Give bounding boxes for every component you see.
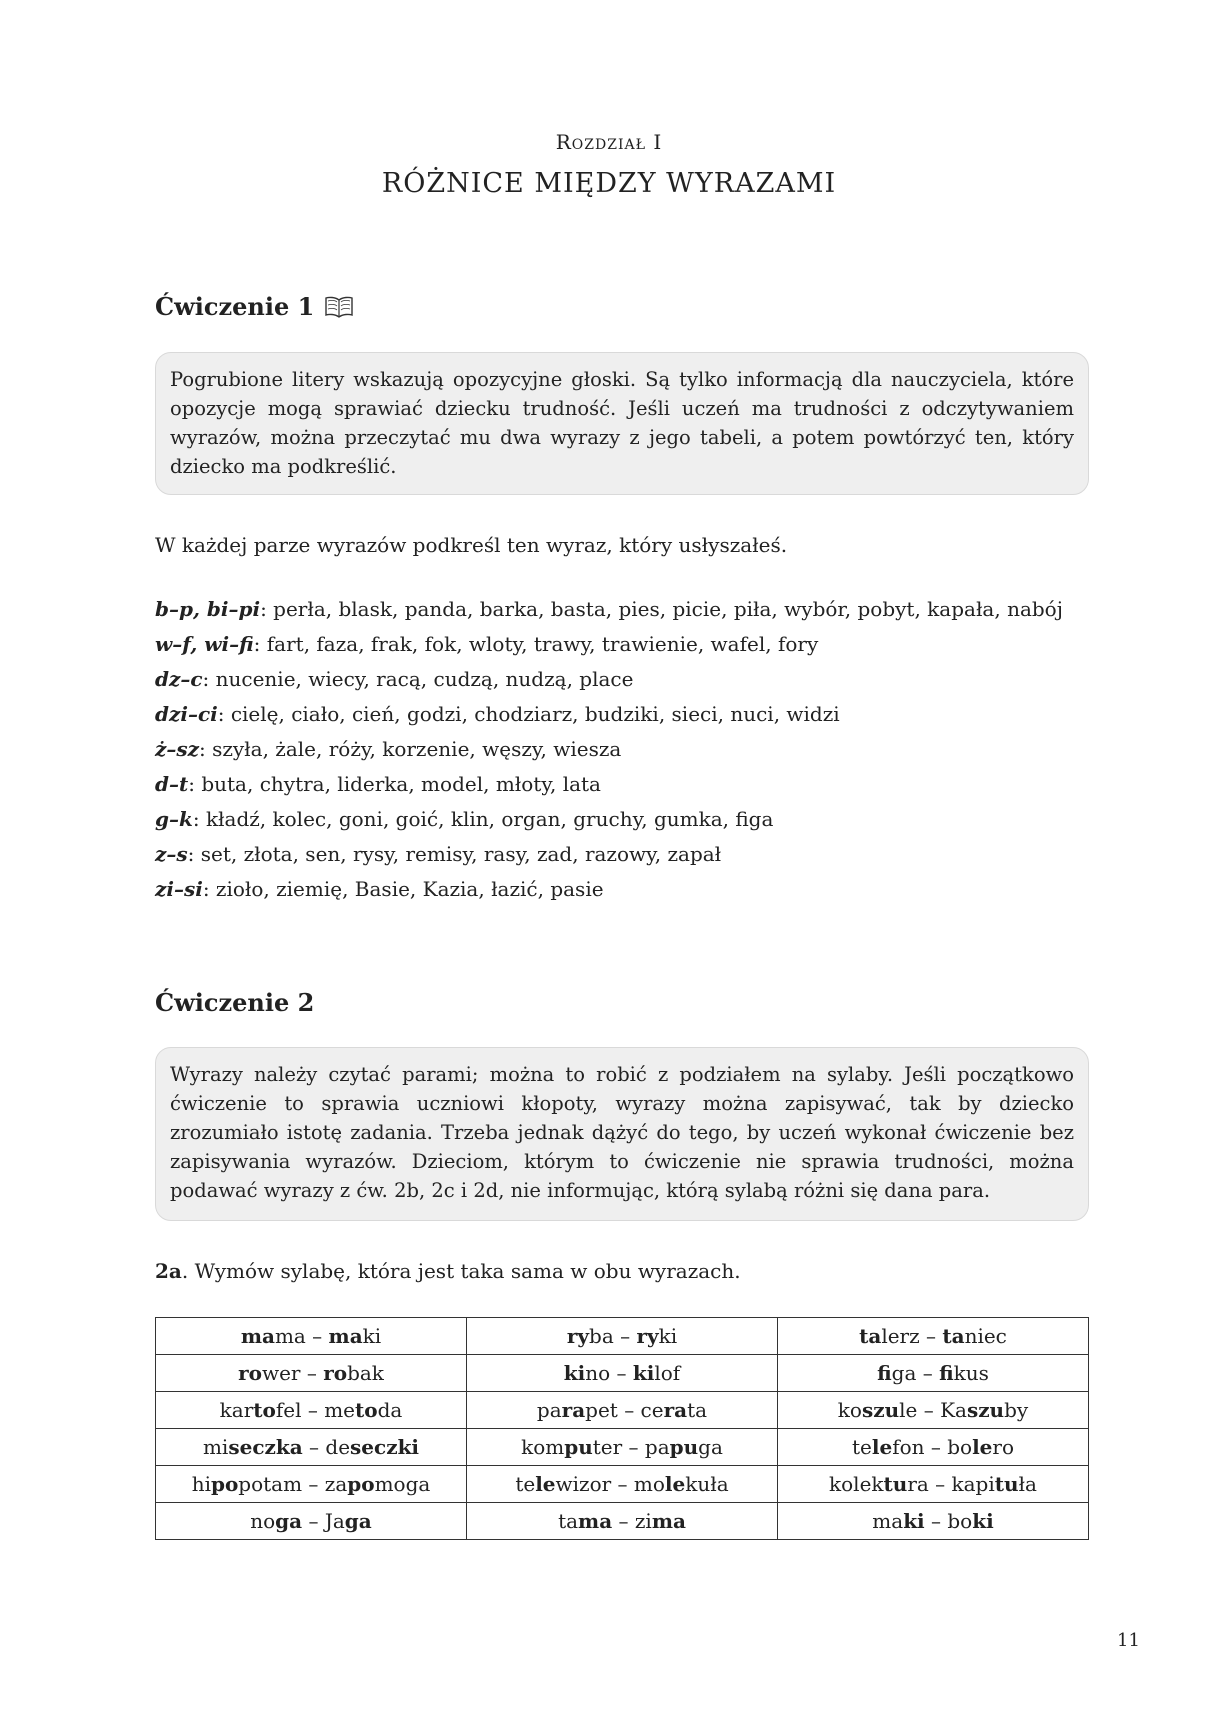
syllable-bold: to bbox=[355, 1398, 378, 1422]
syllable-text: kar bbox=[219, 1398, 254, 1422]
pair-key: g–k bbox=[155, 807, 193, 831]
syllable-bold: ki bbox=[972, 1509, 994, 1533]
syllable-bold: pu bbox=[669, 1435, 699, 1459]
syllable-text: ra – kapi bbox=[907, 1472, 995, 1496]
syllable-text: pa bbox=[536, 1398, 562, 1422]
syllable-bold: to bbox=[253, 1398, 276, 1422]
table-cell bbox=[156, 1503, 467, 1540]
syllable-text: fel – me bbox=[275, 1398, 356, 1422]
syllable-bold: tu bbox=[994, 1472, 1019, 1496]
table-cell bbox=[156, 1392, 467, 1429]
syllable-text: ga bbox=[698, 1435, 723, 1459]
syllable-bold: ki bbox=[632, 1361, 655, 1385]
exercise-1-heading bbox=[155, 292, 354, 321]
syllable-text: fon – bo bbox=[892, 1435, 973, 1459]
syllable-text: ki bbox=[658, 1324, 678, 1348]
syllable-text: le – Ka bbox=[899, 1398, 967, 1422]
table-cell bbox=[467, 1355, 778, 1392]
syllable-bold: le bbox=[535, 1472, 556, 1496]
table-cell bbox=[156, 1355, 467, 1392]
syllable-bold: ra bbox=[561, 1398, 586, 1422]
syllable-text: ta bbox=[558, 1509, 579, 1533]
pair-words: : szyła, żale, róży, korzenie, węszy, wiesza bbox=[198, 737, 622, 761]
syllable-text: mi bbox=[202, 1435, 229, 1459]
syllable-bold: ra bbox=[663, 1398, 688, 1422]
syllable-text: kom bbox=[521, 1435, 565, 1459]
syllable-bold: ki bbox=[903, 1509, 925, 1533]
pair-words: : nucenie, wiecy, racą, cudzą, nudzą, place bbox=[202, 667, 634, 691]
exercise-2-heading bbox=[155, 988, 314, 1017]
pair-line bbox=[155, 592, 1063, 627]
syllable-text: ter – pa bbox=[592, 1435, 670, 1459]
syllable-bold: ga bbox=[275, 1509, 303, 1533]
table-cell bbox=[156, 1318, 467, 1355]
syllable-text: – Ja bbox=[302, 1509, 345, 1533]
syllable-text: pet – ce bbox=[585, 1398, 664, 1422]
table-cell bbox=[467, 1392, 778, 1429]
table-cell bbox=[778, 1392, 1089, 1429]
book-icon bbox=[324, 296, 354, 318]
syllable-text: ro bbox=[992, 1435, 1015, 1459]
syllable-bold: ry bbox=[566, 1324, 590, 1348]
syllable-text: ki bbox=[362, 1324, 382, 1348]
exercise-1-note: Pogrubione litery wskazują opozycyjne głoski. Są tylko informacją dla nauczyciela, które opozycje mogą sprawiać dziecku trudność. Jeśli uczeń ma trudności z odczytywaniem wyrazów, można przeczytać mu dwa wyrazy z jego tabeli, a potem powtórzyć ten, który dziecko ma podkreślić. bbox=[155, 352, 1089, 495]
pair-line bbox=[155, 697, 1063, 732]
table-cell bbox=[467, 1466, 778, 1503]
syllable-text: kuła bbox=[685, 1472, 729, 1496]
syllable-text: moga bbox=[374, 1472, 431, 1496]
pair-line bbox=[155, 837, 1063, 872]
syllable-text: ta bbox=[687, 1398, 708, 1422]
syllable-bold: ki bbox=[563, 1361, 586, 1385]
syllable-table bbox=[155, 1317, 1089, 1540]
pair-key: w–f, wi–fi bbox=[155, 632, 254, 656]
syllable-text: lerz – bbox=[881, 1324, 943, 1348]
table-row bbox=[156, 1355, 1089, 1392]
syllable-bold: pu bbox=[564, 1435, 593, 1459]
table-cell bbox=[467, 1503, 778, 1540]
syllable-text: ba – bbox=[589, 1324, 637, 1348]
chapter-label: Rozdział I bbox=[555, 130, 663, 154]
task-2a-text: . Wymów sylabę, która jest taka sama w obu wyrazach. bbox=[181, 1259, 741, 1283]
syllable-bold: seczki bbox=[350, 1435, 420, 1459]
syllable-bold: fi bbox=[877, 1361, 892, 1385]
syllable-text: wizor – mo bbox=[555, 1472, 665, 1496]
syllable-text: kolek bbox=[829, 1472, 884, 1496]
table-row bbox=[156, 1318, 1089, 1355]
syllable-text: bak bbox=[347, 1361, 384, 1385]
pair-line bbox=[155, 627, 1063, 662]
syllable-bold: szu bbox=[861, 1398, 900, 1422]
exercise-1-title: Ćwiczenie 1 bbox=[155, 292, 315, 321]
table-cell bbox=[467, 1429, 778, 1466]
pair-line bbox=[155, 802, 1063, 837]
pair-words: : set, złota, sen, rysy, remisy, rasy, zad, razowy, zapał bbox=[187, 842, 722, 866]
syllable-bold: ma bbox=[651, 1509, 686, 1533]
syllable-text: no bbox=[250, 1509, 276, 1533]
table-row bbox=[156, 1392, 1089, 1429]
syllable-text: kus bbox=[953, 1361, 989, 1385]
syllable-text: potam – za bbox=[238, 1472, 348, 1496]
page-number: 11 bbox=[1117, 1630, 1140, 1651]
syllable-bold: le bbox=[664, 1472, 686, 1496]
exercise-1-instruction: W każdej parze wyrazów podkreśl ten wyraz, który usłyszałeś. bbox=[155, 533, 788, 557]
exercise-2-note: Wyrazy należy czytać parami; można to robić z podziałem na sylaby. Jeśli początkowo ćwiczenie to sprawia uczniowi kłopoty, wyrazy można zapisywać, tak by dziecko zrozumiało istotę zadania. Trzeba jednak dążyć do tego, by uczeń wykonał ćwiczenie bez zapisywania wyrazów. Dzieciom, którym to ćwiczenie nie sprawia trudności, można podawać wyrazy z ćw. 2b, 2c i 2d, nie informując, którą sylabą różni się dana para. bbox=[155, 1047, 1089, 1221]
syllable-text: – de bbox=[302, 1435, 351, 1459]
pair-words: : zioło, ziemię, Basie, Kazia, łazić, pasie bbox=[202, 877, 604, 901]
syllable-bold: ro bbox=[238, 1361, 262, 1385]
syllable-text: ma bbox=[872, 1509, 904, 1533]
syllable-bold: po bbox=[347, 1472, 375, 1496]
syllable-bold: ta bbox=[859, 1324, 882, 1348]
pair-words: : kładź, kolec, goni, goić, klin, organ, gruchy, gumka, figa bbox=[192, 807, 774, 831]
syllable-bold: po bbox=[210, 1472, 239, 1496]
syllable-bold: ma bbox=[240, 1324, 275, 1348]
pair-key: zi–si bbox=[155, 877, 203, 901]
syllable-text: wer – bbox=[261, 1361, 324, 1385]
syllable-bold: ga bbox=[344, 1509, 372, 1533]
syllable-text: ma – bbox=[274, 1324, 329, 1348]
syllable-bold: ta bbox=[942, 1324, 965, 1348]
pairs-list bbox=[155, 592, 1063, 907]
table-cell bbox=[778, 1466, 1089, 1503]
table-row bbox=[156, 1503, 1089, 1540]
pair-line bbox=[155, 662, 1063, 697]
syllable-text: by bbox=[1004, 1398, 1029, 1422]
syllable-bold: fi bbox=[939, 1361, 954, 1385]
pair-key: d–t bbox=[155, 772, 189, 796]
table-row bbox=[156, 1429, 1089, 1466]
syllable-bold: szu bbox=[966, 1398, 1005, 1422]
table-cell bbox=[156, 1429, 467, 1466]
pair-words: : cielę, ciało, cień, godzi, chodziarz, budziki, sieci, nuci, widzi bbox=[217, 702, 840, 726]
pair-line bbox=[155, 872, 1063, 907]
table-cell bbox=[778, 1318, 1089, 1355]
syllable-text: te bbox=[515, 1472, 536, 1496]
syllable-text: te bbox=[851, 1435, 872, 1459]
syllable-text: niec bbox=[964, 1324, 1007, 1348]
syllable-bold: ro bbox=[323, 1361, 348, 1385]
syllable-bold: ma bbox=[578, 1509, 613, 1533]
table-cell bbox=[778, 1503, 1089, 1540]
syllable-text: hi bbox=[191, 1472, 211, 1496]
chapter-title: RÓŻNICE MIĘDZY WYRAZAMI bbox=[381, 168, 837, 199]
pair-key: b–p, bi–pi bbox=[155, 597, 261, 621]
pair-key: ż–sz bbox=[155, 737, 199, 761]
table-row bbox=[156, 1466, 1089, 1503]
task-2a-label: 2a bbox=[155, 1259, 182, 1283]
exercise-2-title: Ćwiczenie 2 bbox=[155, 988, 315, 1017]
table-cell bbox=[778, 1355, 1089, 1392]
syllable-text: ła bbox=[1018, 1472, 1037, 1496]
pair-words: : buta, chytra, liderka, model, młoty, lata bbox=[188, 772, 601, 796]
pair-key: z–s bbox=[155, 842, 188, 866]
pair-key: dzi–ci bbox=[155, 702, 218, 726]
syllable-bold: tu bbox=[883, 1472, 908, 1496]
syllable-text: ko bbox=[837, 1398, 862, 1422]
pair-words: : perła, blask, panda, barka, basta, pies, picie, piła, wybór, pobyt, kapała, nabój bbox=[260, 597, 1063, 621]
table-cell bbox=[467, 1318, 778, 1355]
syllable-bold: seczka bbox=[228, 1435, 303, 1459]
syllable-text: lof bbox=[654, 1361, 681, 1385]
syllable-text: – bo bbox=[924, 1509, 973, 1533]
task-2a bbox=[155, 1259, 741, 1283]
syllable-text: – zi bbox=[612, 1509, 652, 1533]
pair-words: : fart, faza, frak, fok, wloty, trawy, trawienie, wafel, fory bbox=[253, 632, 819, 656]
syllable-bold: ma bbox=[328, 1324, 363, 1348]
table-cell bbox=[156, 1466, 467, 1503]
syllable-bold: le bbox=[871, 1435, 893, 1459]
syllable-text: ga – bbox=[891, 1361, 940, 1385]
syllable-text: da bbox=[377, 1398, 403, 1422]
table-cell bbox=[778, 1429, 1089, 1466]
syllable-text: no – bbox=[585, 1361, 633, 1385]
pair-line bbox=[155, 767, 1063, 802]
pair-line bbox=[155, 732, 1063, 767]
syllable-bold: le bbox=[972, 1435, 993, 1459]
syllable-bold: ry bbox=[636, 1324, 659, 1348]
pair-key: dz–c bbox=[155, 667, 203, 691]
